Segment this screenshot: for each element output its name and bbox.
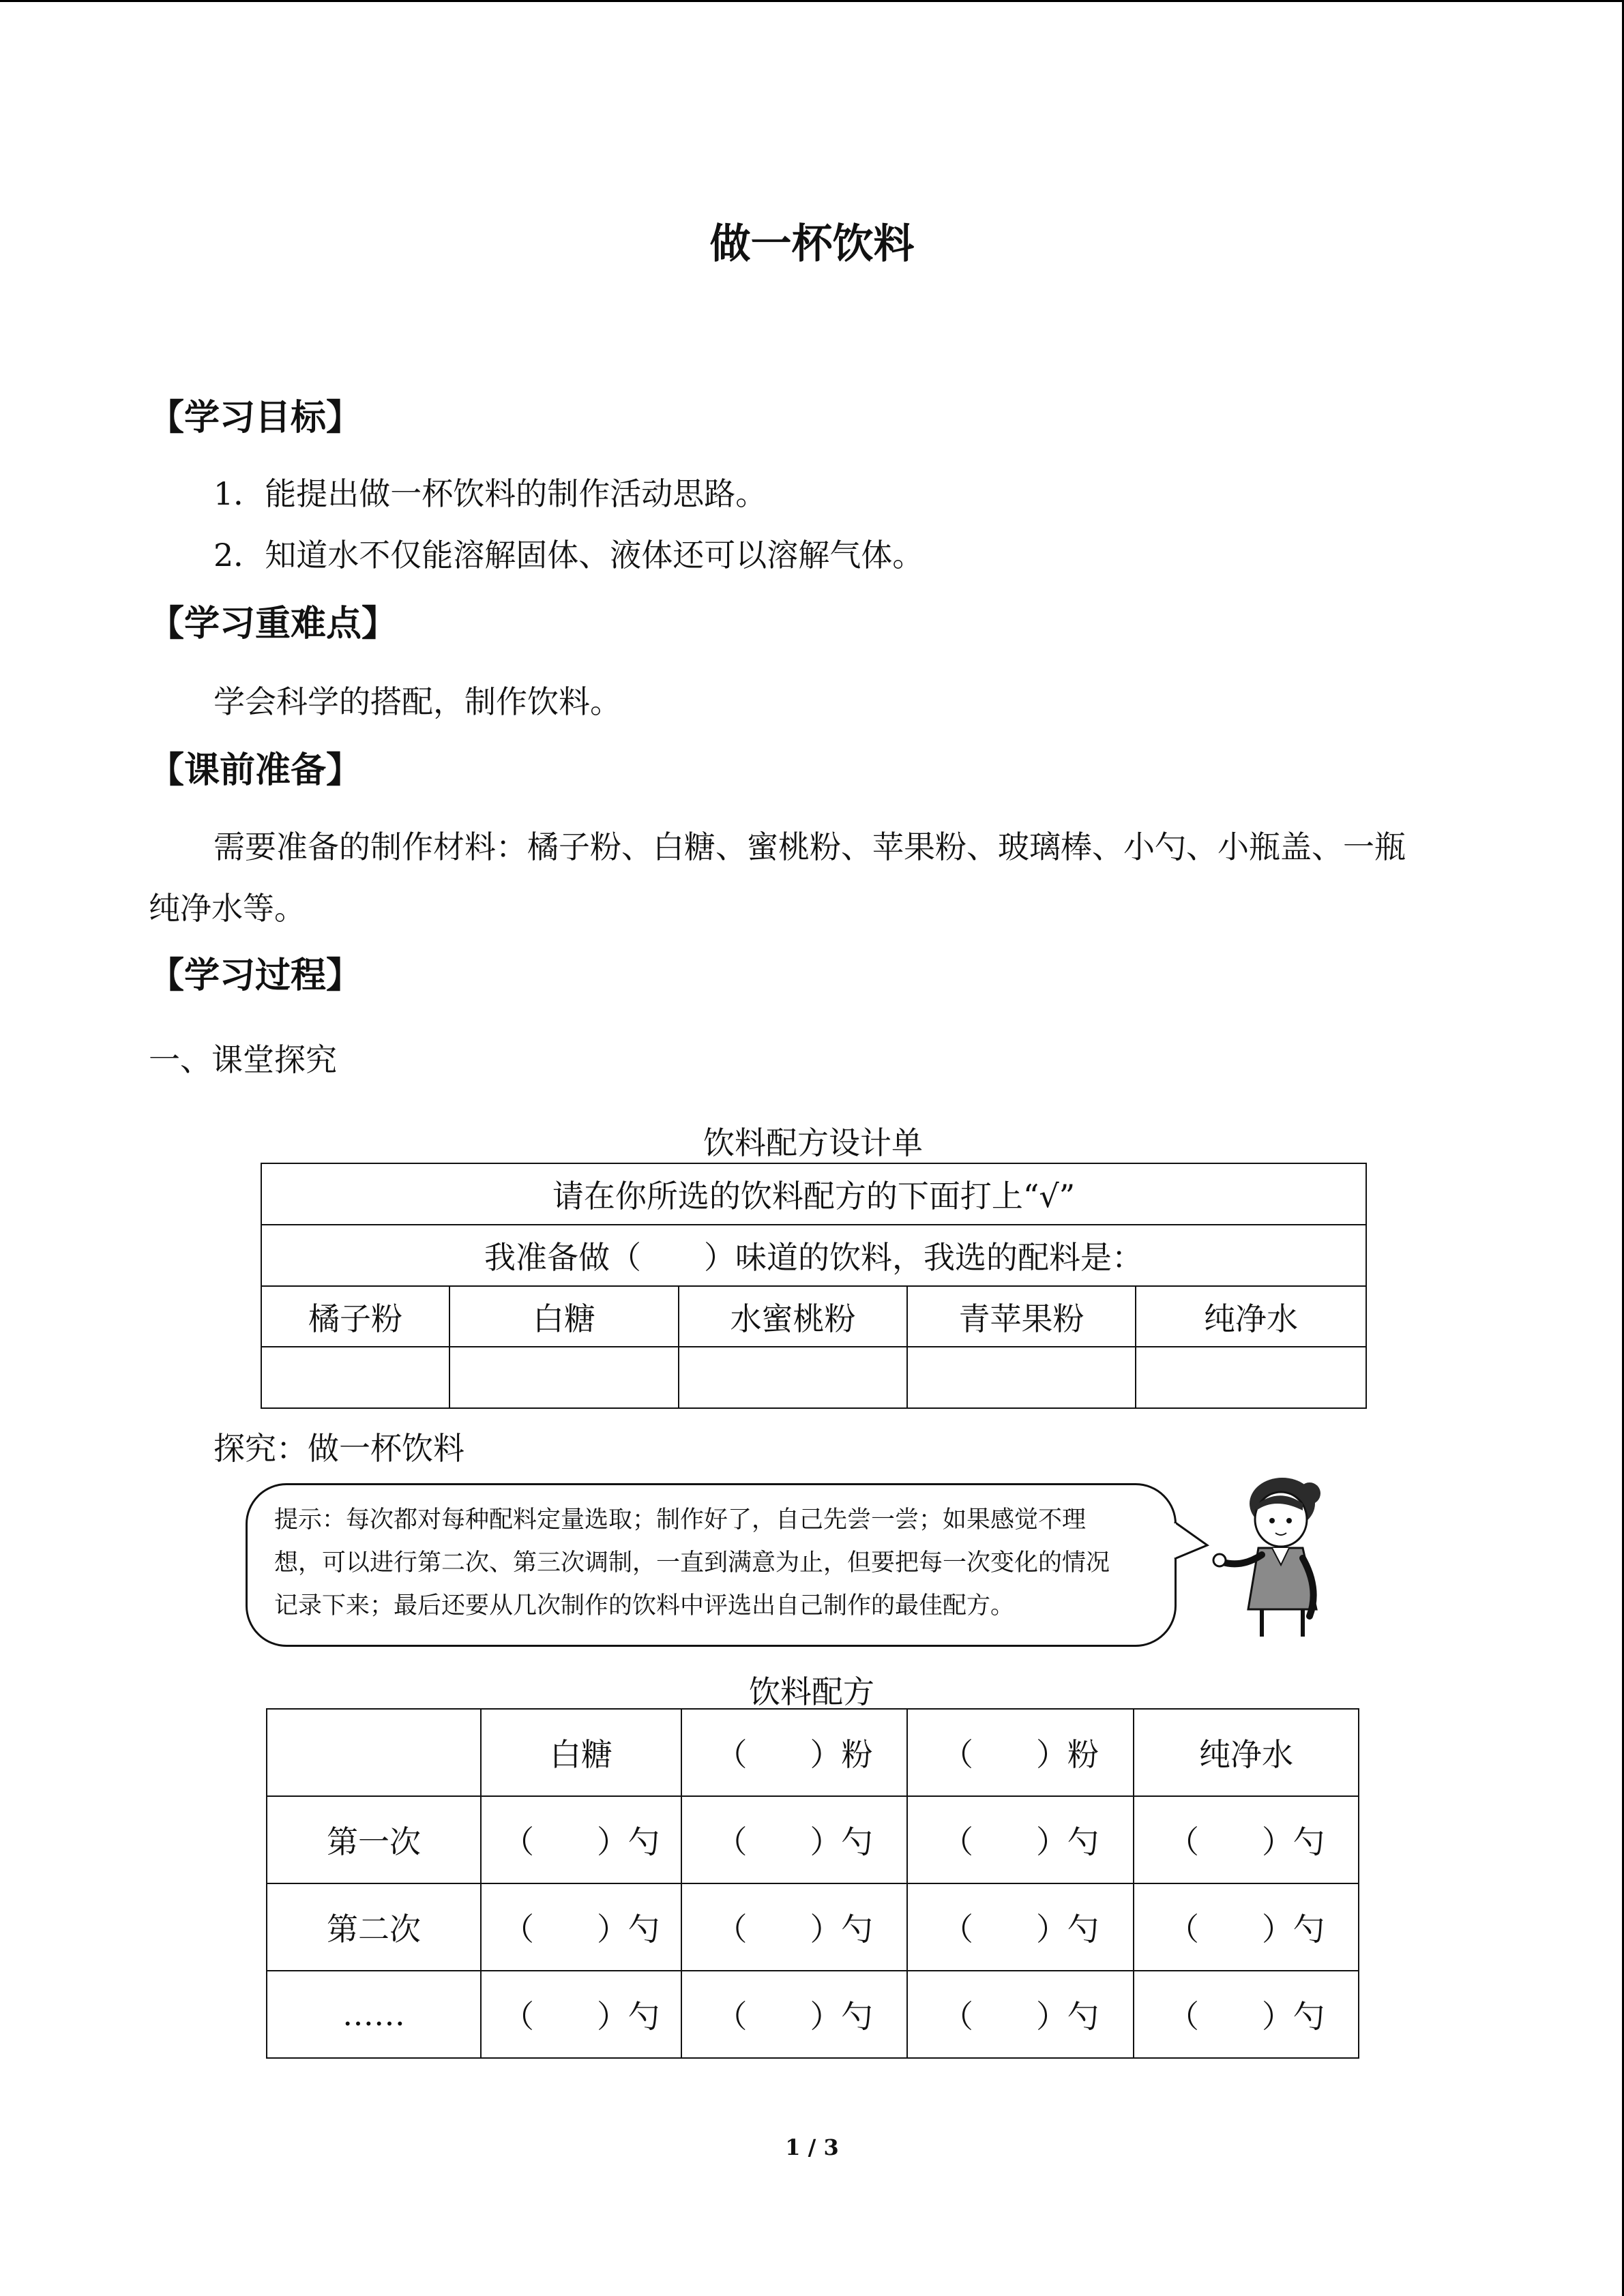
table1-header-cell: 白糖 [449,1286,679,1347]
table1-check-cell[interactable] [1136,1347,1366,1408]
table2-cell[interactable]: （ ）勺 [481,1796,681,1883]
recipe-design-table [261,1163,1367,1409]
table1-instruction-cell: 请在你所选的饮料配方的下面打上“√” [261,1163,1366,1225]
table2-header-cell: 白糖 [481,1709,681,1796]
goals-heading: 【学习目标】 [149,398,362,438]
table2-cell[interactable]: （ ）勺 [481,1971,681,2058]
hint-text [274,1499,1161,1628]
table1-header-cell: 水蜜桃粉 [679,1286,907,1347]
table1-header-cell: 纯净水 [1136,1286,1366,1347]
table2-cell[interactable]: （ ）勺 [907,1971,1134,2058]
table2-caption: 饮料配方 [749,1673,874,1710]
goal-item-2: 2．知道水不仅能溶解固体、液体还可以溶解气体。 [213,537,924,573]
goal-item-1: 1．能提出做一杯饮料的制作活动思路。 [213,475,767,512]
preparation-heading: 【课前准备】 [149,750,362,791]
recipe-record-table [266,1708,1359,2059]
preparation-line-2: 纯净水等。 [149,890,306,927]
table2-cell[interactable]: （ ）勺 [681,1883,907,1971]
table2-cell[interactable]: （ ）勺 [907,1796,1134,1883]
table2-row-label: 第二次 [267,1883,481,1971]
process-heading: 【学习过程】 [149,955,362,996]
table1-caption: 饮料配方设计单 [703,1124,923,1161]
classroom-inquiry-subheading: 一、课堂探究 [149,1041,337,1078]
hint-line-3: 记录下来；最后还要从几次制作的饮料中评选出自己制作的最佳配方。 [274,1592,1015,1620]
table2-cell[interactable]: （ ）勺 [481,1883,681,1971]
table1-check-cell[interactable] [907,1347,1136,1408]
page-title: 做一杯饮料 [709,220,915,268]
table1-check-cell[interactable] [449,1347,679,1408]
table1-check-cell[interactable] [679,1347,907,1408]
table1-header-cell: 青苹果粉 [907,1286,1136,1347]
table1-header-cell: 橘子粉 [261,1286,449,1347]
table2-row-label: 第一次 [267,1796,481,1883]
preparation-line-1: 需要准备的制作材料：橘子粉、白糖、蜜桃粉、苹果粉、玻璃棒、小勺、小瓶盖、一瓶 [213,829,1406,865]
table2-cell[interactable]: （ ）勺 [1134,1883,1359,1971]
table2-header-cell [267,1709,481,1796]
table2-row-label: …… [267,1971,481,2058]
table2-header-cell: （ ）粉 [681,1709,907,1796]
girl-illustration [1207,1473,1344,1643]
table1-flavor-cell: 我准备做（ ）味道的饮料，我选的配料是： [261,1225,1366,1286]
table1-check-cell[interactable] [261,1347,449,1408]
speech-bubble-tail [1172,1519,1213,1567]
table2-cell[interactable]: （ ）勺 [681,1796,907,1883]
page-number: 1 / 3 [785,2134,839,2160]
table2-cell[interactable]: （ ）勺 [681,1971,907,2058]
key-points-heading: 【学习重难点】 [149,603,398,644]
table2-header-cell: （ ）粉 [907,1709,1134,1796]
table2-cell[interactable]: （ ）勺 [1134,1796,1359,1883]
table2-header-cell: 纯净水 [1134,1709,1359,1796]
explore-label: 探究：做一杯饮料 [213,1430,464,1467]
table2-cell[interactable]: （ ）勺 [1134,1971,1359,2058]
hint-line-2: 想，可以进行第二次、第三次调制，一直到满意为止，但要把每一次变化的情况 [274,1549,1110,1577]
hint-line-1: 提示：每次都对每种配料定量选取；制作好了，自己先尝一尝；如果感觉不理 [274,1506,1087,1534]
table2-cell[interactable]: （ ）勺 [907,1883,1134,1971]
key-points-text: 学会科学的搭配，制作饮料。 [213,683,621,720]
